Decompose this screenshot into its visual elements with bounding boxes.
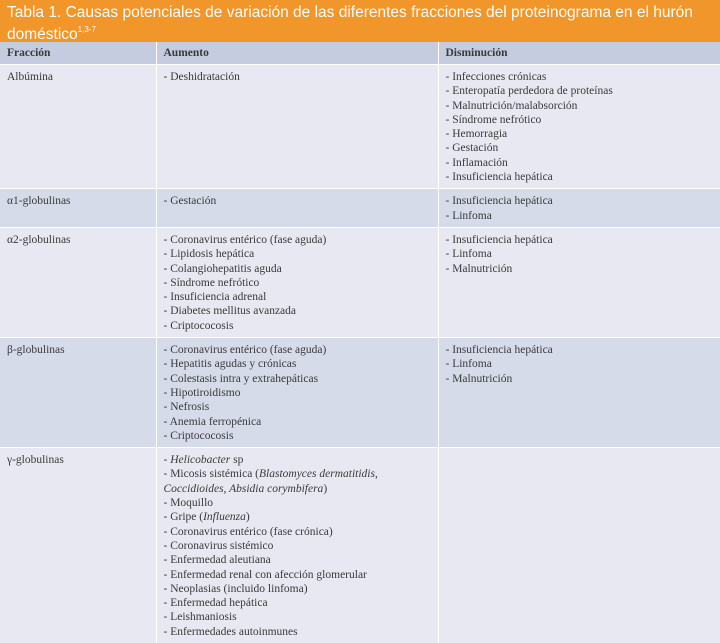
table-body — [0, 65, 720, 643]
table-title-references: 1,3-7 — [77, 25, 96, 34]
decrease-item: - Enteropatía perdedora de proteínas — [445, 85, 613, 98]
increase-item: - Colestasis intra y extrahepáticas — [163, 372, 319, 385]
header-increase: Aumento — [156, 42, 438, 65]
increase-item: - Lipidosis hepática — [163, 248, 255, 261]
decrease-item: - Malnutrición — [445, 262, 513, 275]
increase-item: - Micosis sistémica (Blastomyces dermatitidis, — [163, 468, 378, 481]
increase-cell — [156, 227, 438, 337]
decrease-cell — [438, 227, 720, 337]
decrease-cell — [438, 338, 720, 448]
increase-item: - Leishmaniosis — [163, 611, 237, 624]
decrease-cell — [438, 65, 720, 189]
decrease-item: - Insuficiencia hepática — [445, 171, 553, 184]
increase-item: Coccidioides, Absidia corymbifera) — [163, 482, 328, 495]
decrease-cell — [438, 189, 720, 228]
table-row — [0, 448, 720, 643]
increase-item: - Coronavirus entérico (fase aguda) — [163, 233, 327, 246]
table-row — [0, 227, 720, 337]
decrease-item: - Hemorragia — [445, 128, 508, 141]
decrease-item: - Linfoma — [445, 209, 492, 222]
increase-item: - Anemia ferropénica — [163, 415, 262, 428]
header-fraction: Fracción — [0, 42, 156, 65]
table-header-row — [0, 42, 720, 65]
decrease-item: - Síndrome nefrótico — [445, 113, 542, 126]
increase-item: - Enfermedad aleutiana — [163, 554, 271, 567]
increase-cell — [156, 338, 438, 448]
decrease-item: - Malnutrición/malabsorción — [445, 99, 578, 112]
decrease-item: - Insuficiencia hepática — [445, 195, 553, 208]
proteinogram-table — [0, 42, 720, 643]
increase-cell — [156, 448, 438, 643]
increase-item: - Nefrosis — [163, 401, 210, 414]
fraction-cell: γ-globulinas — [0, 448, 156, 643]
increase-item: - Colangiohepatitis aguda — [163, 262, 282, 275]
increase-item: - Insuficiencia adrenal — [163, 291, 267, 304]
increase-item: - Criptococosis — [163, 319, 234, 332]
decrease-item: - Linfoma — [445, 358, 492, 371]
increase-item: - Enfermedad renal con afección glomerular — [163, 568, 367, 581]
decrease-item: - Infecciones crónicas — [445, 71, 547, 83]
increase-item: - Coronavirus entérico (fase aguda) — [163, 344, 327, 357]
decrease-item: - Gestación — [445, 142, 499, 155]
increase-item: - Criptococosis — [163, 429, 234, 442]
table-title-text: Tabla 1. Causas potenciales de variación de las diferentes fracciones del proteinograma en el hurón doméstico — [7, 4, 693, 43]
table-row — [0, 65, 720, 189]
increase-item: - Coronavirus sistémico — [163, 539, 274, 552]
increase-item: - Moquillo — [163, 497, 214, 510]
increase-item: - Diabetes mellitus avanzada — [163, 305, 297, 318]
increase-cell — [156, 65, 438, 189]
increase-item: - Coronavirus entérico (fase crónica) — [163, 525, 333, 538]
fraction-cell: α2-globulinas — [0, 227, 156, 337]
table-title — [0, 0, 720, 42]
increase-item: - Síndrome nefrótico — [163, 276, 260, 289]
decrease-item: - Insuficiencia hepática — [445, 344, 553, 357]
increase-item: - Helicobacter sp — [163, 454, 244, 467]
decrease-cell — [438, 448, 720, 643]
increase-item: - Deshidratación — [163, 71, 240, 83]
increase-item: - Gripe (Influenza) — [163, 511, 250, 524]
table-row — [0, 189, 720, 228]
increase-item: - Gestación — [163, 195, 217, 208]
decrease-item: - Linfoma — [445, 248, 492, 261]
header-decrease: Disminución — [438, 42, 720, 65]
increase-item: - Enfermedades autoinmunes — [163, 625, 298, 638]
decrease-item: - Insuficiencia hepática — [445, 233, 553, 246]
increase-item: - Hipotiroidismo — [163, 386, 241, 399]
fraction-cell: Albúmina — [0, 65, 156, 189]
table-row — [0, 338, 720, 448]
decrease-item: - Inflamación — [445, 156, 508, 169]
increase-item: - Neoplasias (incluido linfoma) — [163, 582, 308, 595]
fraction-cell: β-globulinas — [0, 338, 156, 448]
increase-item: - Hepatitis agudas y crónicas — [163, 358, 297, 371]
increase-cell — [156, 189, 438, 228]
increase-item: - Enfermedad hepática — [163, 597, 268, 610]
decrease-item: - Malnutrición — [445, 372, 513, 385]
fraction-cell: α1-globulinas — [0, 189, 156, 228]
